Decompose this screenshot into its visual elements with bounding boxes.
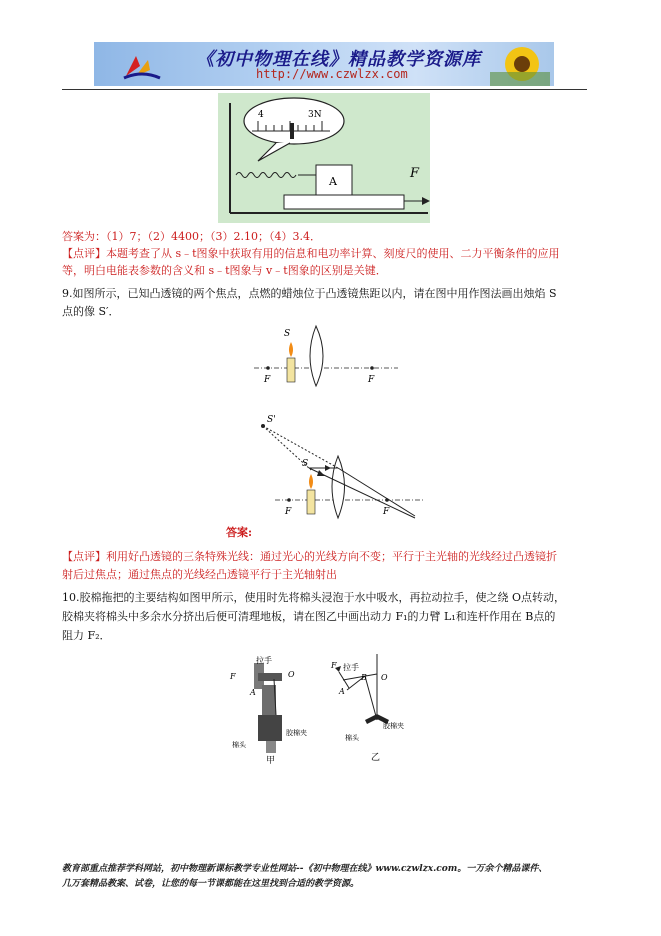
banner-url: http://www.czwlzx.com bbox=[256, 67, 408, 81]
q8-answer: 答案为：（1）7；（2）4400；（3）2.10；（4）3.4． bbox=[62, 230, 321, 243]
spring-scale-figure bbox=[218, 93, 430, 223]
q9-comment-line1: 【点评】利用好凸透镜的三条特殊光线：通过光心的光线方向不变；平行于主光轴的光线经过凸透镜折 bbox=[62, 550, 557, 563]
yi-lashou-label: 拉手 bbox=[343, 663, 359, 672]
q9-line2: 点的像 S′． bbox=[62, 305, 120, 318]
page-footer bbox=[62, 862, 602, 892]
fig2-focus-right-label: F bbox=[383, 507, 390, 517]
yi-mianjia-label: 胶棉夹 bbox=[383, 722, 404, 730]
block-label-A: A bbox=[329, 175, 337, 188]
q9-line1: 9.如图所示，已知凸透镜的两个焦点，点燃的蜡烛位于凸透镜焦距以内，请在图中用作图法画出烛焰 S bbox=[62, 287, 557, 300]
footer-line1: 教育部重点推荐学科网站，初中物理新课标教学专业性网站--《初中物理在线》www.czwlzx.com。一万余个精品课件、 bbox=[62, 864, 548, 874]
yi-caption: 乙 bbox=[371, 753, 381, 763]
yi-miantou-label: 棉头 bbox=[345, 734, 359, 742]
q8-comment-line1: 【点评】本题考查了从 s﹣t图象中获取有用的信息和电功率计算、刻度尺的使用、二力平衡条件的应用 bbox=[62, 247, 560, 260]
point-S-label: S bbox=[284, 329, 291, 339]
header-banner bbox=[94, 42, 554, 86]
yi-A-label: A bbox=[339, 687, 345, 696]
scale-label-4: 4 bbox=[258, 110, 264, 120]
q9-comment-line2: 射后过焦点；通过焦点的光线经凸透镜平行于主光轴射出 bbox=[62, 568, 337, 581]
lens-candle-figure bbox=[250, 320, 400, 390]
jia-mianjia-label: 胶棉夹 bbox=[286, 729, 307, 737]
yi-O-label: O bbox=[381, 673, 388, 682]
focus-left-label: F bbox=[264, 375, 271, 385]
q9-answer-label: 答案: bbox=[226, 526, 253, 539]
header-rule bbox=[62, 89, 587, 90]
focus-right-label: F bbox=[368, 375, 375, 385]
footer-line2: 几万套精品教案、试卷，让您的每一节课都能在这里找到合适的教学资源。 bbox=[62, 879, 360, 889]
banner-title: 《初中物理在线》精品教学资源库 bbox=[196, 49, 481, 70]
yi-B-label: B bbox=[361, 673, 367, 682]
force-label-F: F bbox=[410, 166, 420, 181]
fig2-focus-left-label: F bbox=[285, 507, 292, 517]
site-logo-icon bbox=[122, 52, 162, 80]
image-Sprime-label: S' bbox=[267, 415, 276, 425]
q10-line2: 胶棉夹将棉头中多余水分挤出后便可清理地板，请在图乙中画出动力 F₁的力臂 L₁和连杆作用在 B点的 bbox=[62, 610, 556, 623]
jia-caption: 甲 bbox=[266, 756, 276, 765]
q8-comment-line2: 等，明白电能表参数的含义和 s﹣t图象与 v﹣t图象的区别是关键． bbox=[62, 264, 387, 277]
q10-line1: 10.胶棉拖把的主要结构如图甲所示，使用时先将棉头浸泡于水中吸水，再拉动拉手，使之绕 O点转动， bbox=[62, 591, 566, 604]
mop-figure-jia bbox=[228, 655, 318, 765]
jia-A-label: A bbox=[250, 688, 256, 697]
lens-answer-figure bbox=[255, 410, 425, 520]
yi-F-label: F bbox=[331, 661, 337, 670]
jia-lashou-label: 拉手 bbox=[256, 656, 272, 665]
fig2-S-label: S bbox=[302, 459, 309, 469]
scale-label-3N: 3N bbox=[308, 110, 322, 120]
jia-F-label: F bbox=[230, 672, 236, 681]
sunflower-icon bbox=[490, 42, 550, 86]
jia-miantou-label: 棉头 bbox=[232, 741, 246, 749]
mop-figure-yi bbox=[325, 650, 415, 765]
q10-line3: 阻力 F₂． bbox=[62, 629, 111, 642]
jia-O-label: O bbox=[288, 670, 295, 679]
